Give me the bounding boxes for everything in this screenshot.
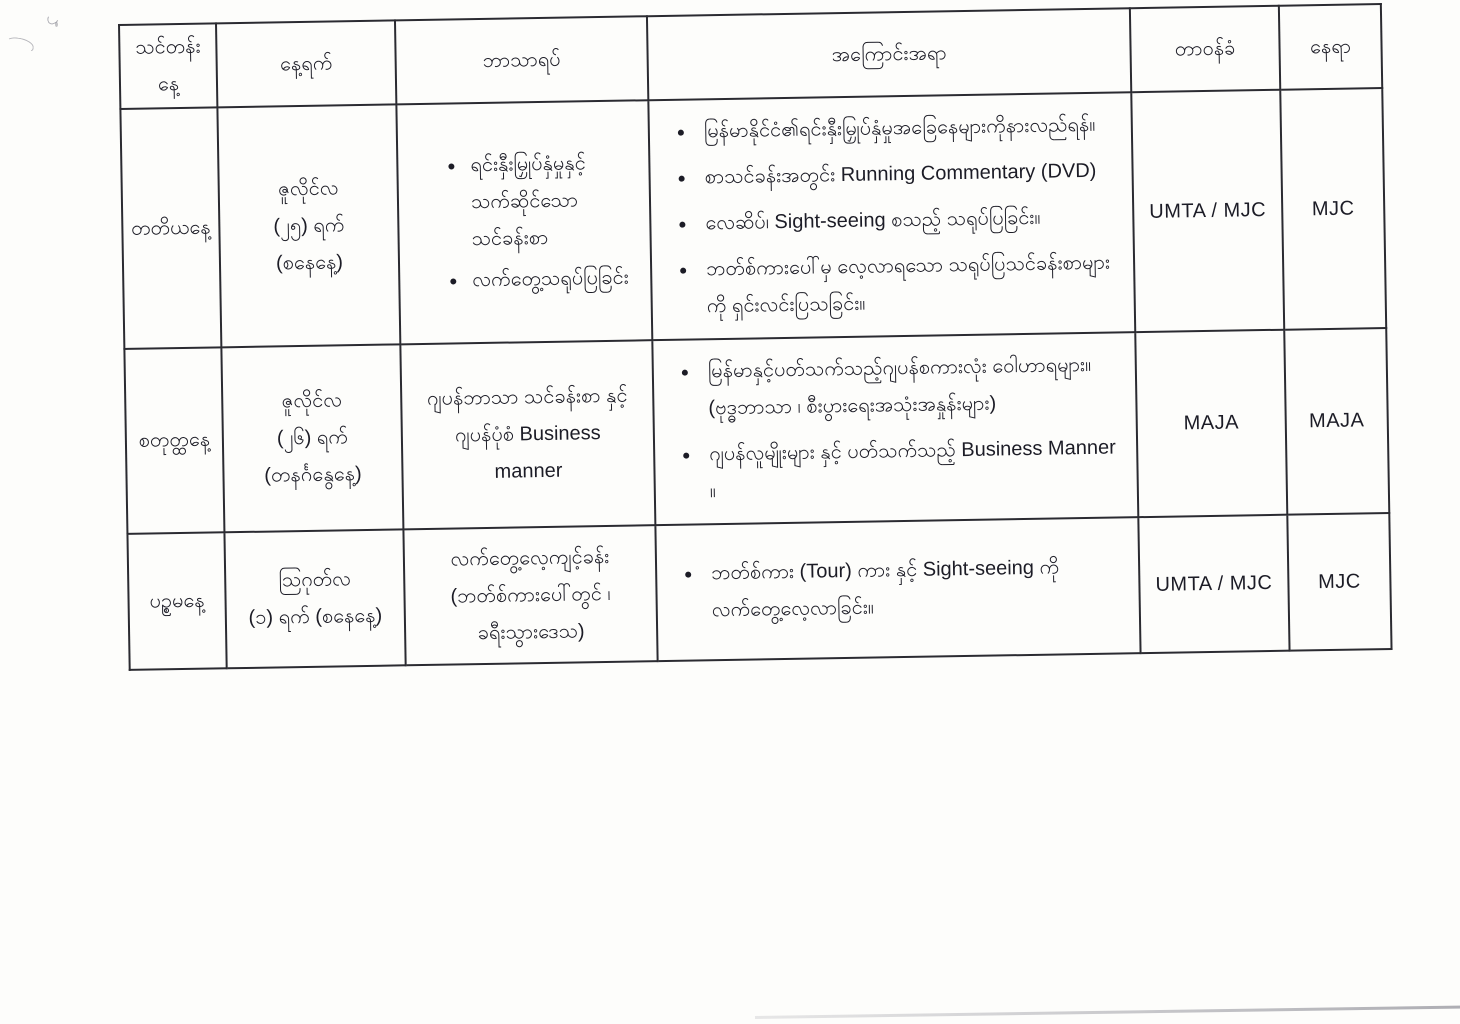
pencil-mark-artifact <box>55 22 58 27</box>
date-line: (၁) ရက် (စနေနေ့) <box>248 604 383 629</box>
cell-subject <box>396 100 652 344</box>
content-bullet: • ဂျပန်လူမျိုးများ နှင့် ပတ်သက်သည့် Business Manner ။ <box>701 429 1123 510</box>
header-in-charge: တာဝန်ခံ <box>1130 6 1280 92</box>
date-line: ဩဂုတ်လ <box>278 568 352 592</box>
cell-subject <box>403 525 657 665</box>
table-row-day4 <box>124 328 1389 534</box>
date-line: ဇူလိုင်လ <box>281 389 343 413</box>
cell-content <box>652 332 1138 525</box>
content-bullet: • မြန်မာနှင့်ပတ်သက်သည့်ဂျပန်စကားလုံး ဝေါဟာရများ။ (ဗုဒ္ဓဘာသာ ၊ စီးပွားရေးအသုံးအနှုန်းများ) <box>700 346 1122 427</box>
cell-in-charge: UMTA / MJC <box>1138 515 1289 653</box>
cell-in-charge: UMTA / MJC <box>1131 90 1284 332</box>
table-row-day5 <box>127 513 1391 670</box>
header-subject: ဘာသာရပ် <box>395 16 648 104</box>
cell-subject <box>400 340 655 529</box>
cell-date <box>224 529 405 668</box>
cell-content <box>655 517 1140 661</box>
cell-day-name: စတုတ္ထနေ့ <box>124 347 224 534</box>
subject-text: လက်တွေ့လေ့ကျင့်ခန်း (ဘတ်စ်ကားပေါ်တွင် ၊ ခရီးသွားဒေသ) <box>450 545 611 644</box>
content-bullet: • ဘတ်စ်ကားပေါ်မှ လေ့လာရသော သရုပ်ပြသင်ခန်းစာများကို ရှင်းလင်းပြသခြင်း။ <box>698 244 1120 325</box>
subject-bullet-list <box>448 144 634 299</box>
date-line: ဇူလိုင်လ <box>277 176 339 200</box>
pencil-mark-artifact <box>45 11 60 25</box>
cell-venue: MAJA <box>1284 328 1389 515</box>
cell-venue: MJC <box>1287 513 1391 651</box>
cell-venue: MJC <box>1280 88 1386 330</box>
cell-date <box>221 344 403 532</box>
subject-bullet: • ရင်းနှီးမြှုပ်နှံမှုနှင့် သက်ဆိုင်သော သင်ခန်းစာ <box>466 144 634 258</box>
header-venue: နေရာ <box>1279 4 1382 90</box>
date-line: (၂၅) ရက် <box>273 213 345 237</box>
subject-text: ဂျပန်ဘာသာ သင်ခန်းစာ နှင့် ဂျပန်ပုံစံ Business manner <box>426 384 628 483</box>
date-line: (စနေနေ့) <box>275 250 344 274</box>
content-bullet: • မြန်မာနိုင်ငံ၏ရင်းနှီးမြှုပ်နှံမှုအခြေနေများကိုနားလည်ရန်။ <box>696 106 1118 150</box>
content-bullet: • လေဆိပ်၊ Sight-seeing စသည့် သရုပ်ပြခြင်း။ <box>697 198 1119 242</box>
cell-in-charge: MAJA <box>1135 330 1287 517</box>
training-schedule-table <box>118 3 1391 671</box>
content-bullet-list <box>685 548 1125 629</box>
content-bullet-list <box>682 346 1124 510</box>
pencil-mark-artifact <box>5 36 35 53</box>
scan-edge-artifact <box>755 1005 1460 1019</box>
schedule-table <box>118 3 1393 671</box>
content-bullet: • ဘတ်စ်ကား (Tour) ကား နှင့် Sight-seeing ကိုလက်တွေ့လေ့လာခြင်း။ <box>703 548 1125 629</box>
header-training-day: သင်တန်းနေ့ <box>119 23 217 109</box>
header-content: အကြောင်းအရာ <box>647 8 1131 100</box>
header-date: နေ့ရက် <box>216 20 396 107</box>
subject-bullet: • လက်တွေ့သရုပ်ပြခြင်း <box>468 259 635 299</box>
table-row-day3 <box>120 88 1386 349</box>
content-bullet-list <box>678 106 1120 325</box>
content-bullet: • စာသင်ခန်းအတွင်း Running Commentary (DVD) <box>696 152 1118 196</box>
date-line: (တနင်္ဂနွေနေ့) <box>264 463 362 487</box>
cell-day-name: တတိယနေ့ <box>120 107 221 349</box>
date-line: (၂၆) ရက် <box>276 426 349 450</box>
cell-date <box>217 104 400 347</box>
cell-content <box>648 92 1135 340</box>
cell-day-name: ပဉ္စမနေ့ <box>127 532 226 670</box>
